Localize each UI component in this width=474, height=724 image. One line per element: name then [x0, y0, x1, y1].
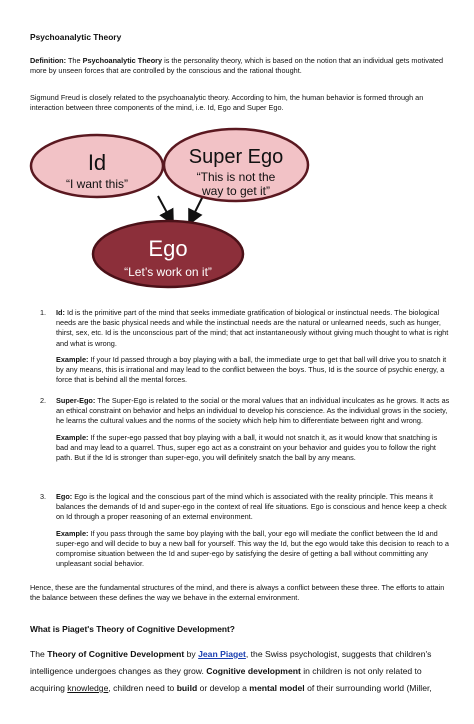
example-label: Example: [56, 432, 89, 442]
knowledge-underlined: knowledge [67, 683, 109, 693]
definition-term: Psychoanalytic Theory [82, 56, 163, 65]
definition-text: is the personality theory, which is based on the notion that an individual gets motivated more by unseen forces that are controlled by the conscious and the rational thought. [30, 56, 444, 76]
id-quote: “I want this” [65, 177, 129, 191]
piaget-text: or develop a [197, 683, 250, 693]
jean-piaget-link[interactable]: Jean Piaget [198, 649, 246, 659]
list-number: 2. [40, 396, 47, 405]
list-item-id [30, 308, 450, 385]
piaget-term: build [176, 683, 198, 693]
id-title: Id [87, 150, 107, 175]
example-text: If the super-ego passed that boy playing with a ball, it would not snatch it, as it would know that snatching is bad and may lead to a quarrel. Thus, super ego act as a constraint on your behavior and guides you to follow the right path. But if the Id is stronger than super-ego, you will definitely snatch the ball by any means. [56, 432, 438, 463]
document-title: Psychoanalytic Theory [30, 32, 122, 42]
superego-quote-line1: “This is not the [196, 170, 276, 184]
list-item-text: Ego is the logical and the conscious part of the mind which is associated with the reality principle. This means it balances the demands of Id and super-ego in the context of real life situations. Ego is conscious and hence keep a check on Id through a proper reasoning of an external environment. [56, 492, 447, 522]
piaget-term: Theory of Cognitive Development [47, 649, 185, 659]
piaget-term: mental model [249, 683, 305, 693]
arrow-superego-to-ego [190, 196, 203, 222]
piaget-text: , children need to [108, 683, 177, 693]
list-item-example [56, 355, 450, 386]
list-item-text: Id is the primitive part of the mind that seeks immediate gratification of biological or instinctual needs. The biological needs are the basic physical needs and while the instinctual needs are the natural or unlearned needs, such as hunger, thirst, sex, etc. Id is the unconscious part of the mind; that act instantaneously without giving much thought to what is right and what is wrong. [56, 308, 449, 348]
piaget-text: , the Swiss psychologist, suggests that children's intelligence undergoes changes as they grow. [30, 649, 432, 676]
arrow-id-to-ego [158, 196, 172, 222]
list-number: 3. [40, 492, 47, 501]
list-item-ego [30, 492, 450, 569]
definition-label: Definition: [30, 56, 67, 65]
list-item-example [56, 433, 450, 464]
list-item-body [56, 308, 450, 349]
definition-pre: The [66, 56, 83, 65]
list-item-superego [30, 396, 450, 463]
ego-title: Ego [148, 236, 188, 261]
list-item-body [56, 396, 450, 427]
piaget-text: by [184, 649, 199, 659]
freud-paragraph: Sigmund Freud is closely related to the psychoanalytic theory. According to him, the human behavior is formed through an interaction between three components of the mind, i.e. Id, Ego and Super Ego. [30, 93, 424, 113]
piaget-heading: What is Piaget's Theory of Cognitive Development? [30, 624, 235, 634]
list-item-label: Super-Ego: [56, 396, 96, 405]
ego-quote: “Let’s work on it” [124, 265, 212, 279]
example-label: Example: [56, 354, 89, 364]
conclusion-paragraph: Hence, these are the fundamental structures of the mind, and there is always a conflict between these three. The efforts to attain the balance between these defines the way we behave in the external environment. [30, 583, 445, 603]
superego-quote-line2: way to get it” [201, 184, 271, 198]
piaget-text: of their surrounding world (Miller, [304, 683, 432, 693]
list-item-label: Ego: [56, 492, 73, 501]
example-text: If your Id passed through a boy playing with a ball, the immediate urge to get that ball will drive you to snatch it by any means, this is irrational and may lead to the conflict between the boys. Thus, Id is the source of psychic energy, a force that is behind all the mental forces. [56, 354, 447, 385]
piaget-text: in children is not only related to acquiring [30, 666, 422, 693]
piaget-text: The [30, 649, 48, 659]
example-label: Example: [56, 528, 89, 538]
piaget-paragraph [30, 646, 450, 697]
list-item-label: Id: [56, 308, 65, 317]
superego-title: Super Ego [188, 146, 284, 168]
example-text: If you pass through the same boy playing with the ball, your ego will mediate the conflict between the Id and super-ego and will decide to buy a new ball for yourself. This way the Id, but the ego would take this decision to reach to a compromise situation between the Id and super-ego by satisfying the desire of getting a ball without committing any unpleasant social behavior. [56, 528, 449, 569]
piaget-term: Cognitive development [206, 666, 301, 676]
list-item-body [56, 492, 450, 523]
list-number: 1. [40, 308, 47, 317]
list-item-example [56, 529, 450, 570]
list-item-text: The Super-Ego is related to the social or the moral values that an individual inculcates as he grows. It acts as an ethical constraint on behavior and helps an individual to develop his conscience. As the individual grows in the society, he learns the cultural values and the norms of the society which help him to differentiate between right and wrong. [56, 396, 450, 426]
